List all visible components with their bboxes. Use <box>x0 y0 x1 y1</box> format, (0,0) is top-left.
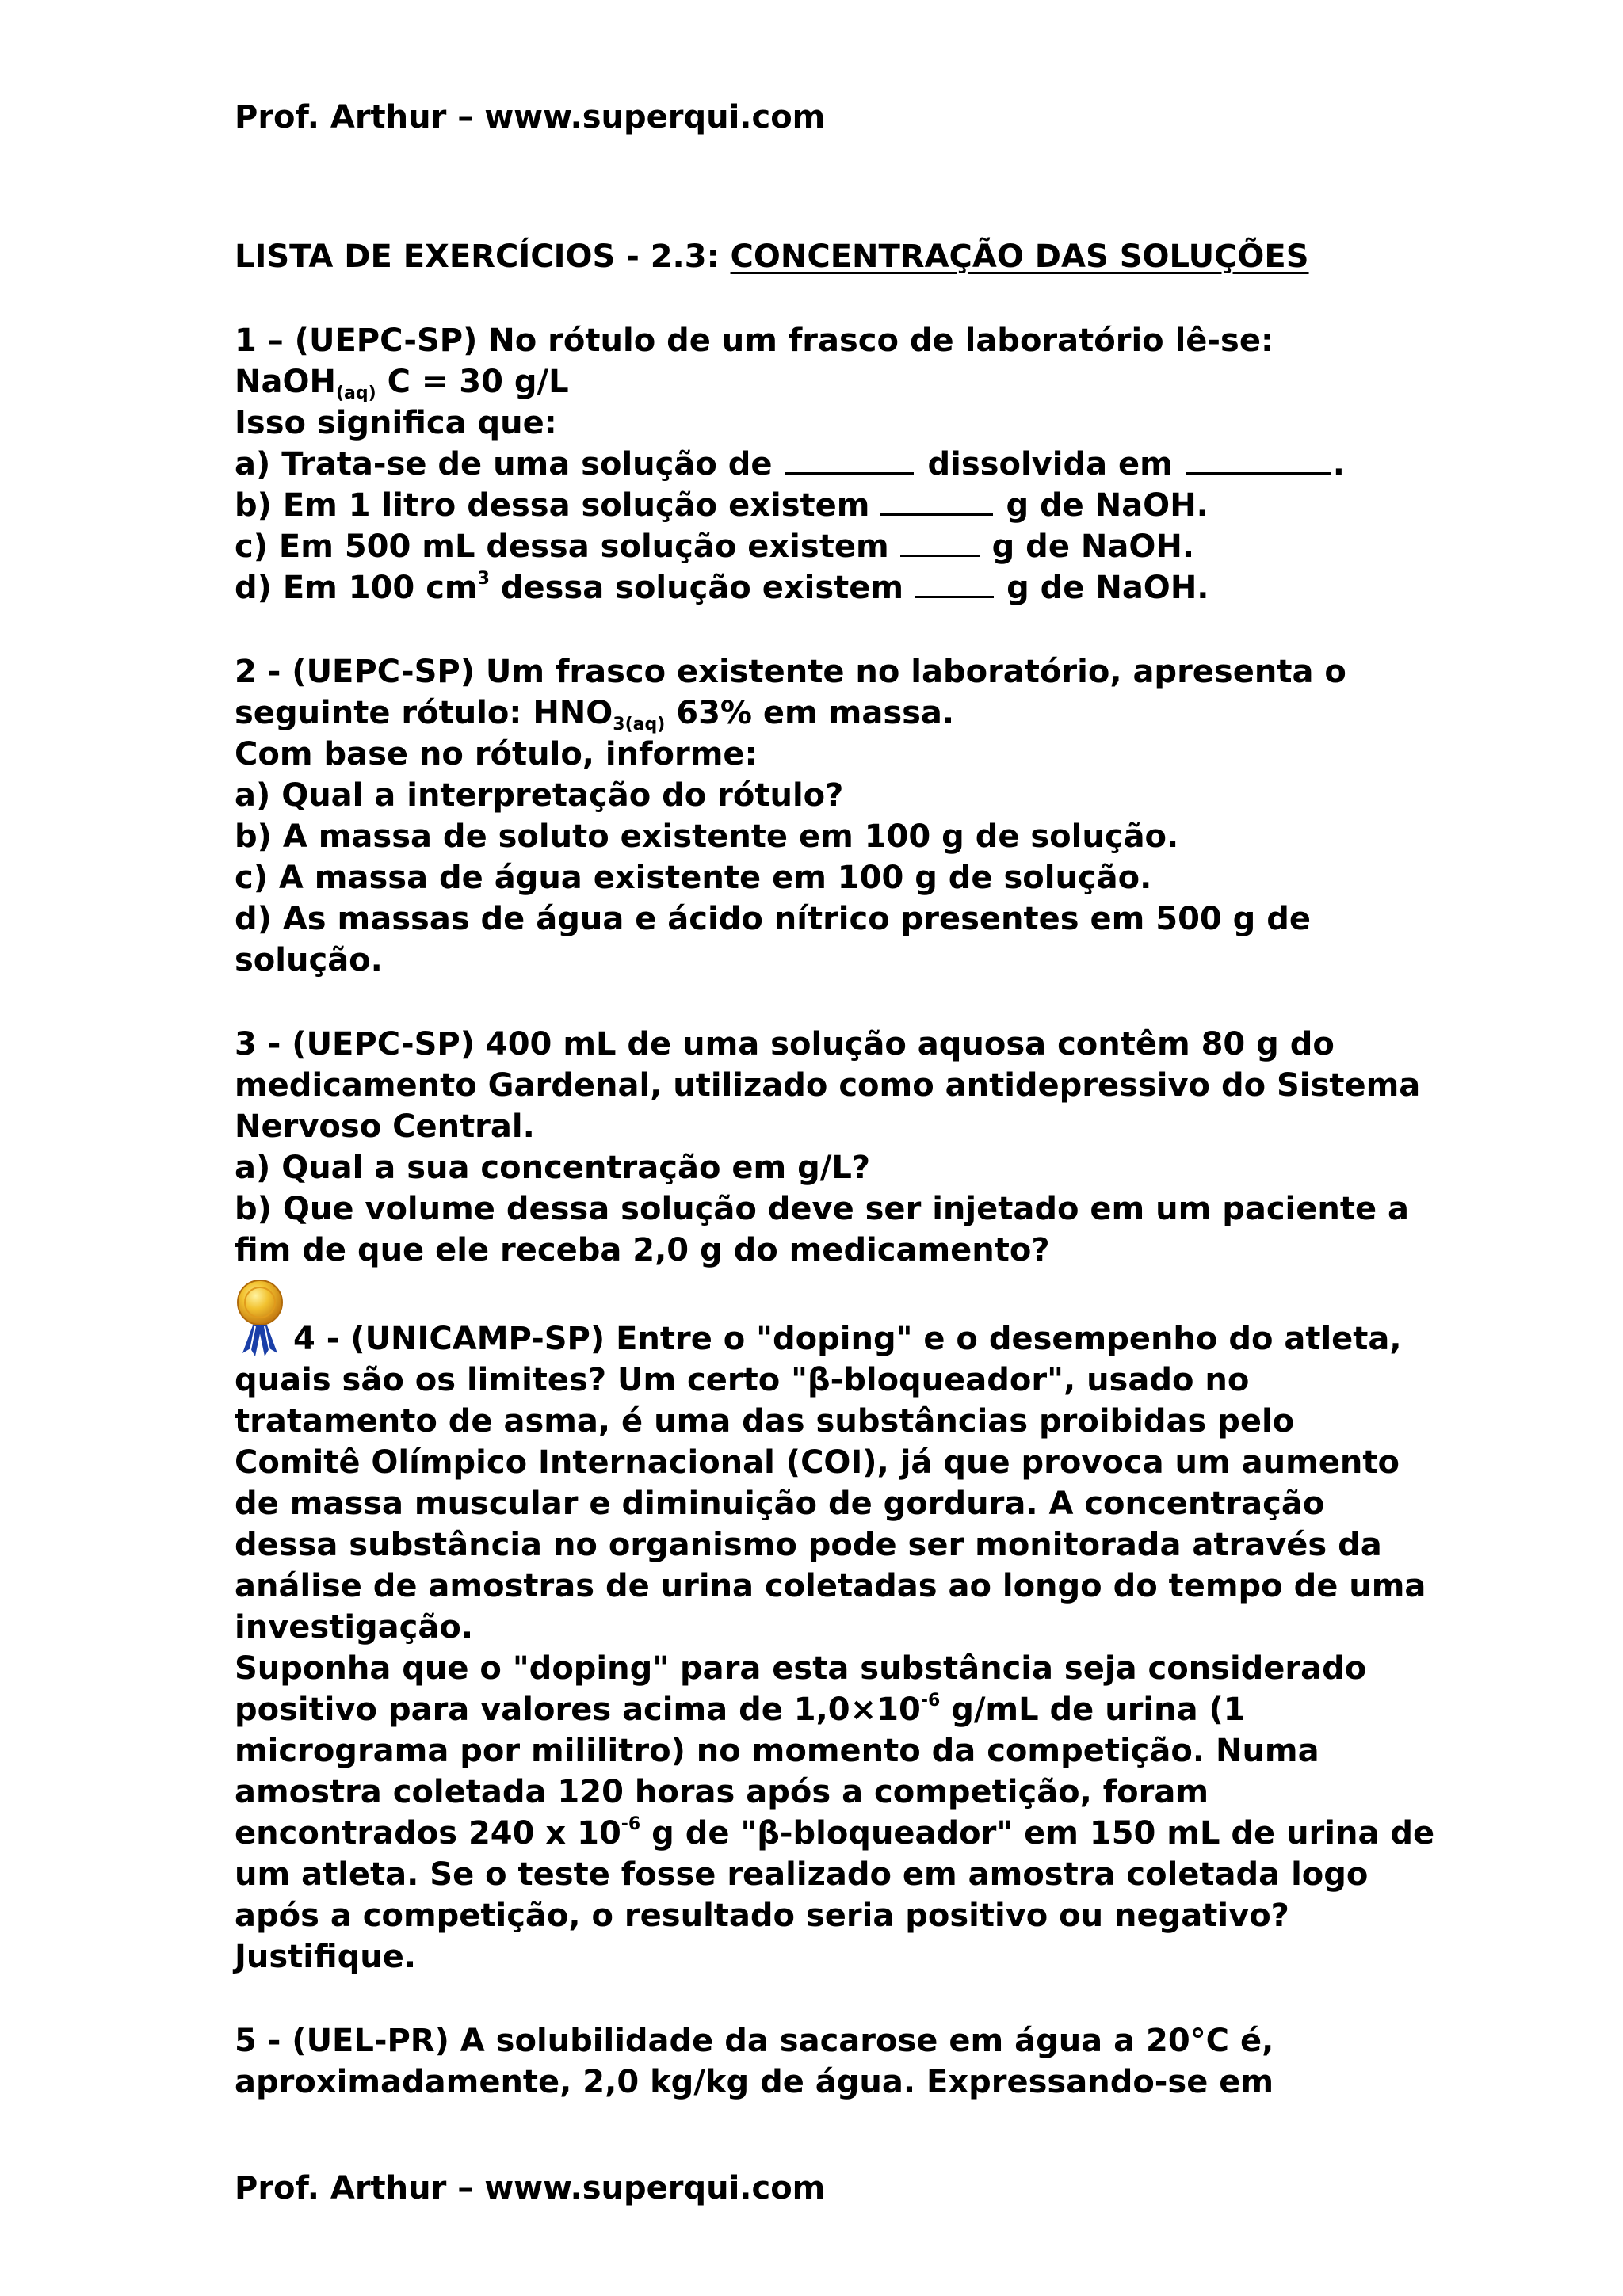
title-prefix: LISTA DE EXERCÍCIOS - 2.3: <box>235 238 731 275</box>
q2-item-d-line2: solução. <box>235 942 383 978</box>
q4-line15: após a competição, o resultado seria positivo ou negativo? <box>235 1897 1289 1934</box>
page-footer: Prof. Arthur – www.superqui.com <box>235 2170 826 2206</box>
q4-l10-start: positivo para valores acima de 1,0×10 <box>235 1691 921 1728</box>
q4-line7: análise de amostras de urina coletadas ao longo do tempo de uma <box>235 1568 1426 1604</box>
title-underlined: CONCENTRAÇÃO DAS SOLUÇÕES <box>730 238 1309 275</box>
q2-item-b: b) A massa de soluto existente em 100 g de solução. <box>235 818 1179 855</box>
q1-line1: 1 – (UEPC-SP) No rótulo de um frasco de laboratório lê-se: <box>235 322 1274 359</box>
q1-item-a <box>235 444 1345 485</box>
q3-item-a: a) Qual a sua concentração em g/L? <box>235 1150 871 1186</box>
q3-item-b-line2: fim de que ele receba 2,0 g do medicamento? <box>235 1232 1050 1268</box>
blank-line[interactable] <box>785 444 914 475</box>
q4-line11: micrograma por mililitro) no momento da competição. Numa <box>235 1733 1319 1769</box>
page-header: Prof. Arthur – www.superqui.com <box>235 99 826 135</box>
q1-naoh: NaOH <box>235 364 336 400</box>
q2-line2-end: 63% em massa. <box>665 695 955 731</box>
q5-line2: aproximadamente, 2,0 kg/kg de água. Expressando-se em <box>235 2064 1274 2100</box>
q4-l10-sup: -6 <box>920 1691 941 1711</box>
q3-line3: Nervoso Central. <box>235 1108 535 1145</box>
page-title <box>235 236 1309 277</box>
q2-item-d-line1: d) As massas de água e ácido nítrico presentes em 500 g de <box>235 901 1311 937</box>
q2-line3: Com base no rótulo, informe: <box>235 736 758 772</box>
blank-line[interactable] <box>915 567 994 598</box>
q2-line2-sub: 3(aq) <box>613 715 666 734</box>
blank-line[interactable] <box>880 485 993 516</box>
q1-b-start: b) Em 1 litro dessa solução existem <box>235 487 870 524</box>
q2-item-a: a) Qual a interpretação do rótulo? <box>235 777 844 814</box>
q1-a-start: a) Trata-se de uma solução de <box>235 446 773 482</box>
q5-line1: 5 - (UEL-PR) A solubilidade da sacarose em água a 20°C é, <box>235 2023 1274 2059</box>
q4-line14: um atleta. Se o teste fosse realizado em amostra coletada logo <box>235 1856 1369 1893</box>
q1-formula <box>235 361 569 402</box>
q4-line10 <box>235 1689 1246 1730</box>
q1-item-b <box>235 485 1209 526</box>
q4-line2: quais são os limites? Um certo "β-bloqueador", usado no <box>235 1362 1250 1398</box>
q4-line16: Justifique. <box>235 1939 417 1975</box>
q3-item-b-line1: b) Que volume dessa solução deve ser injetado em um paciente a <box>235 1191 1410 1227</box>
q1-b-end: g de NaOH. <box>1006 487 1209 524</box>
q1-d-mid: dessa solução existem <box>489 570 904 606</box>
q1-a-end: . <box>1332 446 1345 482</box>
q4-line9: Suponha que o "doping" para esta substância seja considerado <box>235 1650 1367 1687</box>
q1-c-start: c) Em 500 mL dessa solução existem <box>235 528 889 565</box>
q1-d-start: d) Em 100 cm <box>235 570 478 606</box>
q4-line13 <box>235 1813 1434 1854</box>
q1-a-mid: dissolvida em <box>927 446 1173 482</box>
q4-l10-end: g/mL de urina (1 <box>940 1691 1246 1728</box>
q1-c-end: g de NaOH. <box>991 528 1195 565</box>
q1-item-d <box>235 567 1209 608</box>
q4-line1: 4 - (UNICAMP-SP) Entre o "doping" e o desempenho do atleta, <box>293 1321 1402 1357</box>
q2-item-c: c) A massa de água existente em 100 g de solução. <box>235 860 1152 896</box>
q4-l13-end: g de "β-bloqueador" em 150 mL de urina de <box>640 1815 1435 1852</box>
q2-line1: 2 - (UEPC-SP) Um frasco existente no laboratório, apresenta o <box>235 654 1346 690</box>
q4-line12: amostra coletada 120 horas após a competição, foram <box>235 1774 1209 1810</box>
q3-line2: medicamento Gardenal, utilizado como antidepressivo do Sistema <box>235 1067 1421 1104</box>
q1-d-end: g de NaOH. <box>1006 570 1209 606</box>
q3-line1: 3 - (UEPC-SP) 400 mL de uma solução aquosa contêm 80 g do <box>235 1026 1335 1062</box>
q4-line6: dessa substância no organismo pode ser monitorada através da <box>235 1527 1382 1563</box>
q1-item-c <box>235 526 1194 567</box>
q4-line4: Comitê Olímpico Internacional (COI), já que provoca um aumento <box>235 1444 1400 1481</box>
q1-d-sup: 3 <box>477 569 490 589</box>
q4-l13-start: encontrados 240 x 10 <box>235 1815 621 1852</box>
blank-line[interactable] <box>1186 444 1331 475</box>
q4-line3: tratamento de asma, é uma das substâncias proibidas pelo <box>235 1403 1295 1440</box>
q2-line2-start: seguinte rótulo: HNO <box>235 695 613 731</box>
blank-line[interactable] <box>900 526 980 557</box>
q1-line3: Isso significa que: <box>235 405 557 441</box>
q4-l13-sup: -6 <box>621 1814 641 1834</box>
medal-icon <box>235 1277 285 1360</box>
q4-line5: de massa muscular e diminuição de gordura. A concentração <box>235 1486 1325 1522</box>
q1-conc: C = 30 g/L <box>376 364 569 400</box>
q4-line8: investigação. <box>235 1609 474 1646</box>
q2-line2 <box>235 692 954 734</box>
q1-naoh-sub: (aq) <box>335 383 376 403</box>
